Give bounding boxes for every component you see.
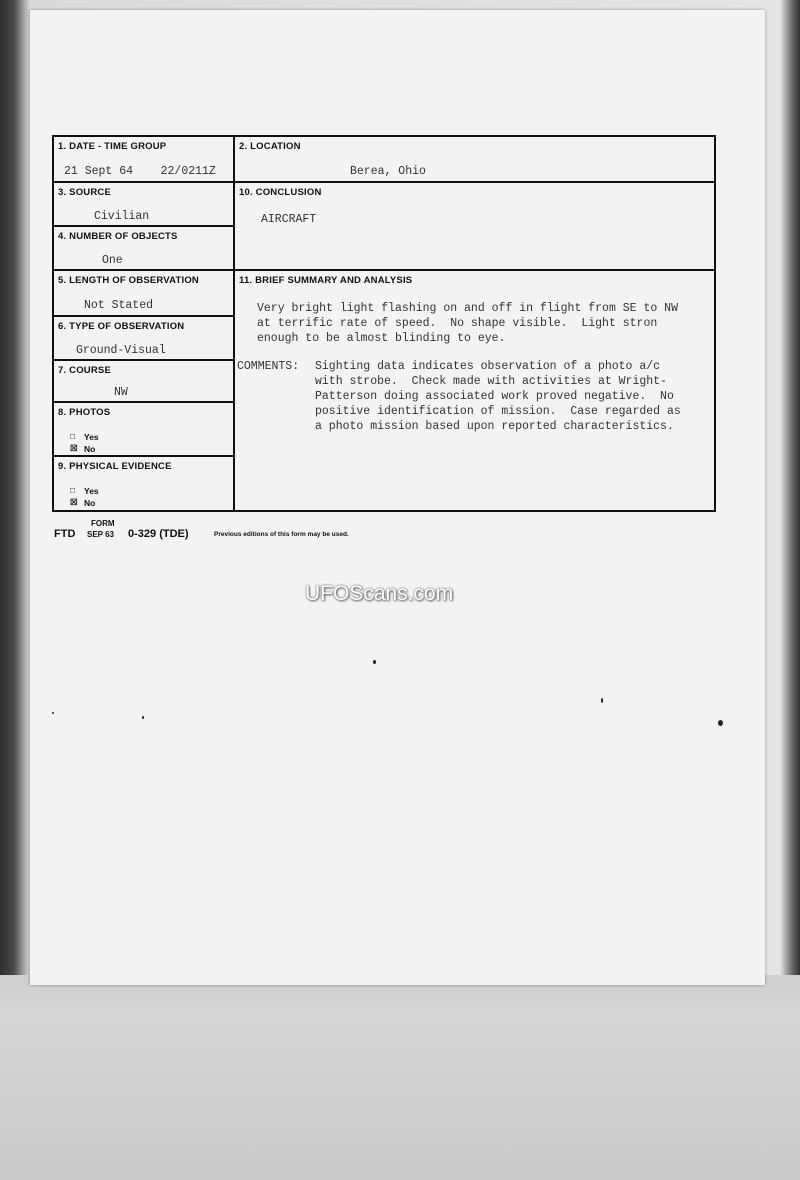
comments-line-5: a photo mission based upon reported characteristics.	[315, 420, 674, 433]
source-label: 3. SOURCE	[58, 187, 112, 198]
summary-line-3: enough to be almost blinding to eye.	[257, 332, 506, 345]
scan-speck	[718, 720, 723, 726]
form-date: SEP 63	[87, 530, 114, 539]
scan-speck	[142, 716, 144, 719]
location-value: Berea, Ohio	[350, 165, 426, 178]
comments-line-2: with strobe. Check made with activities at Wright-	[315, 375, 667, 388]
source-value: Civilian	[94, 210, 150, 223]
course-label: 7. COURSE	[58, 365, 112, 376]
physical-evidence-no-checkbox-icon: ☒	[70, 497, 78, 507]
number-of-objects-value: One	[102, 254, 123, 267]
number-of-objects-label: 4. NUMBER OF OBJECTS	[58, 231, 178, 242]
physical-evidence-cell	[54, 457, 235, 510]
photos-cell	[54, 403, 235, 457]
type-of-observation-value: Ground-Visual	[76, 344, 166, 357]
project-record-card	[52, 135, 716, 512]
scan-speck	[52, 712, 54, 714]
source-cell	[54, 183, 235, 227]
scan-speck	[601, 698, 603, 703]
photos-yes-label: Yes	[84, 432, 99, 442]
type-of-observation-label: 6. TYPE OF OBSERVATION	[58, 321, 185, 332]
form-number: 0-329 (TDE)	[128, 528, 189, 540]
date-time-cell	[54, 137, 235, 183]
comments-line-3: Patterson doing associated work proved negative. No	[315, 390, 674, 403]
photos-no-label: No	[84, 444, 96, 454]
comments-label: COMMENTS:	[237, 360, 300, 373]
comments-line-1: Sighting data indicates observation of a photo a/c	[315, 360, 661, 373]
summary-line-2: at terrific rate of speed. No shape visible. Light stron	[257, 317, 658, 330]
date-time-label: 1. DATE - TIME GROUP	[58, 141, 167, 152]
length-of-observation-value: Not Stated	[84, 299, 154, 312]
physical-evidence-yes-checkbox-icon: □	[70, 485, 76, 495]
summary-label: 11. BRIEF SUMMARY AND ANALYSIS	[239, 275, 413, 286]
summary-line-1: Very bright light flashing on and off in flight from SE to NW	[257, 302, 678, 315]
type-of-observation-cell	[54, 317, 235, 361]
scan-speck	[373, 660, 376, 664]
form-previous-editions-note: Previous editions of this form may be used.	[214, 531, 349, 538]
conclusion-label: 10. CONCLUSION	[239, 187, 322, 198]
watermark: UFOScans.com	[305, 582, 454, 605]
location-label: 2. LOCATION	[239, 141, 301, 152]
course-value: NW	[114, 386, 128, 399]
physical-evidence-no-label: No	[84, 498, 96, 508]
length-of-observation-label: 5. LENGTH OF OBSERVATION	[58, 275, 199, 286]
conclusion-value: AIRCRAFT	[261, 213, 317, 226]
date-time-value: 21 Sept 64 22/0211Z	[64, 165, 216, 178]
scan-bottom-shadow	[0, 975, 800, 1180]
physical-evidence-yes-label: Yes	[84, 486, 99, 496]
comments-line-4: positive identification of mission. Case regarded as	[315, 405, 681, 418]
photos-no-checkbox-icon: ☒	[70, 443, 78, 453]
form-word: FORM	[91, 519, 115, 528]
number-of-objects-cell	[54, 227, 235, 271]
photos-yes-checkbox-icon: □	[70, 431, 76, 441]
photos-label: 8. PHOTOS	[58, 407, 111, 418]
length-of-observation-cell	[54, 271, 235, 317]
physical-evidence-label: 9. PHYSICAL EVIDENCE	[58, 461, 172, 472]
location-cell	[235, 137, 714, 183]
summary-cell	[235, 271, 714, 510]
conclusion-cell	[235, 183, 714, 271]
form-ftd: FTD	[54, 528, 76, 540]
course-cell	[54, 361, 235, 403]
